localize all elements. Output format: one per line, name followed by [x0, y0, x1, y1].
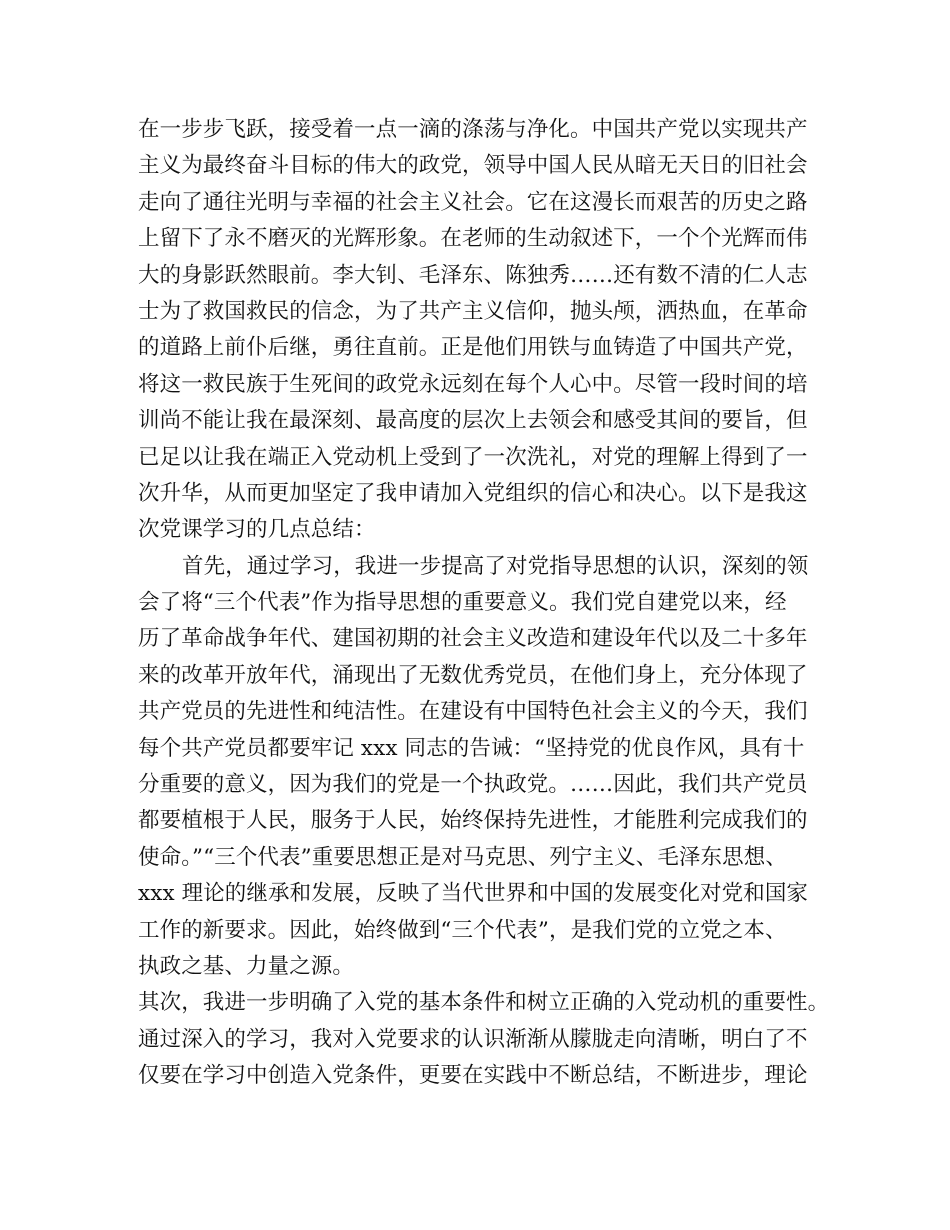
text-line: 都要植根于人民，服务于人民，始终保持先进性，才能胜利完成我们的 — [138, 808, 808, 834]
text-line: 士为了救国救民的信念，为了共产主义信仰，抛头颅，洒热血，在革命 — [138, 298, 808, 324]
text-line: 次党课学习的几点总结： — [138, 517, 376, 543]
text-line: 在一步步飞跃，接受着一点一滴的涤荡与净化。中国共产党以实现共产 — [138, 117, 808, 142]
text-line: 将这一救民族于生死间的政党永远刻在每个人心中。尽管一段时间的培 — [138, 371, 808, 397]
text-line: 工作的新要求。因此，始终做到“三个代表”，是我们党的立党之本、 — [138, 917, 787, 943]
text-line: 使命。”“三个代表”重要思想正是对马克思、列宁主义、毛泽东思想、 — [138, 844, 787, 870]
text-line: 共产党员的先进性和纯洁性。在建设有中国特色社会主义的今天，我们 — [138, 699, 808, 725]
text-line: 次升华，从而更加坚定了我申请加入党组织的信心和决心。以下是我这 — [138, 480, 808, 506]
text-line: 会了将“三个代表”作为指导思想的重要意义。我们党自建党以来，经 — [138, 590, 787, 616]
text-line: 大的身影跃然眼前。李大钊、毛泽东、陈独秀……还有数不清的仁人志 — [138, 262, 808, 288]
text-line: 执政之基、力量之源。 — [138, 953, 355, 979]
text-line: 的道路上前仆后继，勇往直前。正是他们用铁与血铸造了中国共产党， — [138, 335, 808, 361]
text-line: 历了革命战争年代、建国初期的社会主义改造和建设年代以及二十多年 — [138, 626, 808, 652]
text-line: xxx 理论的继承和发展，反映了当代世界和中国的发展变化对党和国家 — [138, 881, 809, 907]
text-line: 来的改革开放年代，涌现出了无数优秀党员，在他们身上，充分体现了 — [138, 662, 808, 688]
paragraph-first-line: 首先，通过学习，我进一步提高了对党指导思想的认识，深刻的领 — [182, 553, 809, 579]
text-line: 已足以让我在端正入党动机上受到了一次洗礼，对党的理解上得到了一 — [138, 444, 808, 470]
text-line: 仅要在学习中创造入党条件，更要在实践中不断总结，不断进步，理论 — [138, 1063, 808, 1089]
text-line: 每个共产党员都要牢记 xxx 同志的告诫：“坚持党的优良作风，具有十 — [138, 735, 805, 761]
text-line: 走向了通往光明与幸福的社会主义社会。它在这漫长而艰苦的历史之路 — [138, 189, 808, 215]
document-body — [138, 112, 828, 1095]
text-line: 训尚不能让我在最深刻、最高度的层次上去领会和感受其间的要旨，但 — [138, 408, 808, 434]
text-line: 通过深入的学习，我对入党要求的认识渐渐从朦胧走向清晰，明白了不 — [138, 1026, 808, 1052]
text-line: 分重要的意义，因为我们的党是一个执政党。……因此，我们共产党员 — [138, 772, 808, 798]
text-line: 主义为最终奋斗目标的伟大的政党，领导中国人民从暗无天日的旧社会 — [138, 153, 808, 179]
text-line: 上留下了永不磨灭的光辉形象。在老师的生动叙述下，一个个光辉而伟 — [138, 226, 808, 252]
paragraph-first-line: 其次，我进一步明确了入党的基本条件和树立正确的入党动机的重要性。 — [138, 990, 830, 1016]
